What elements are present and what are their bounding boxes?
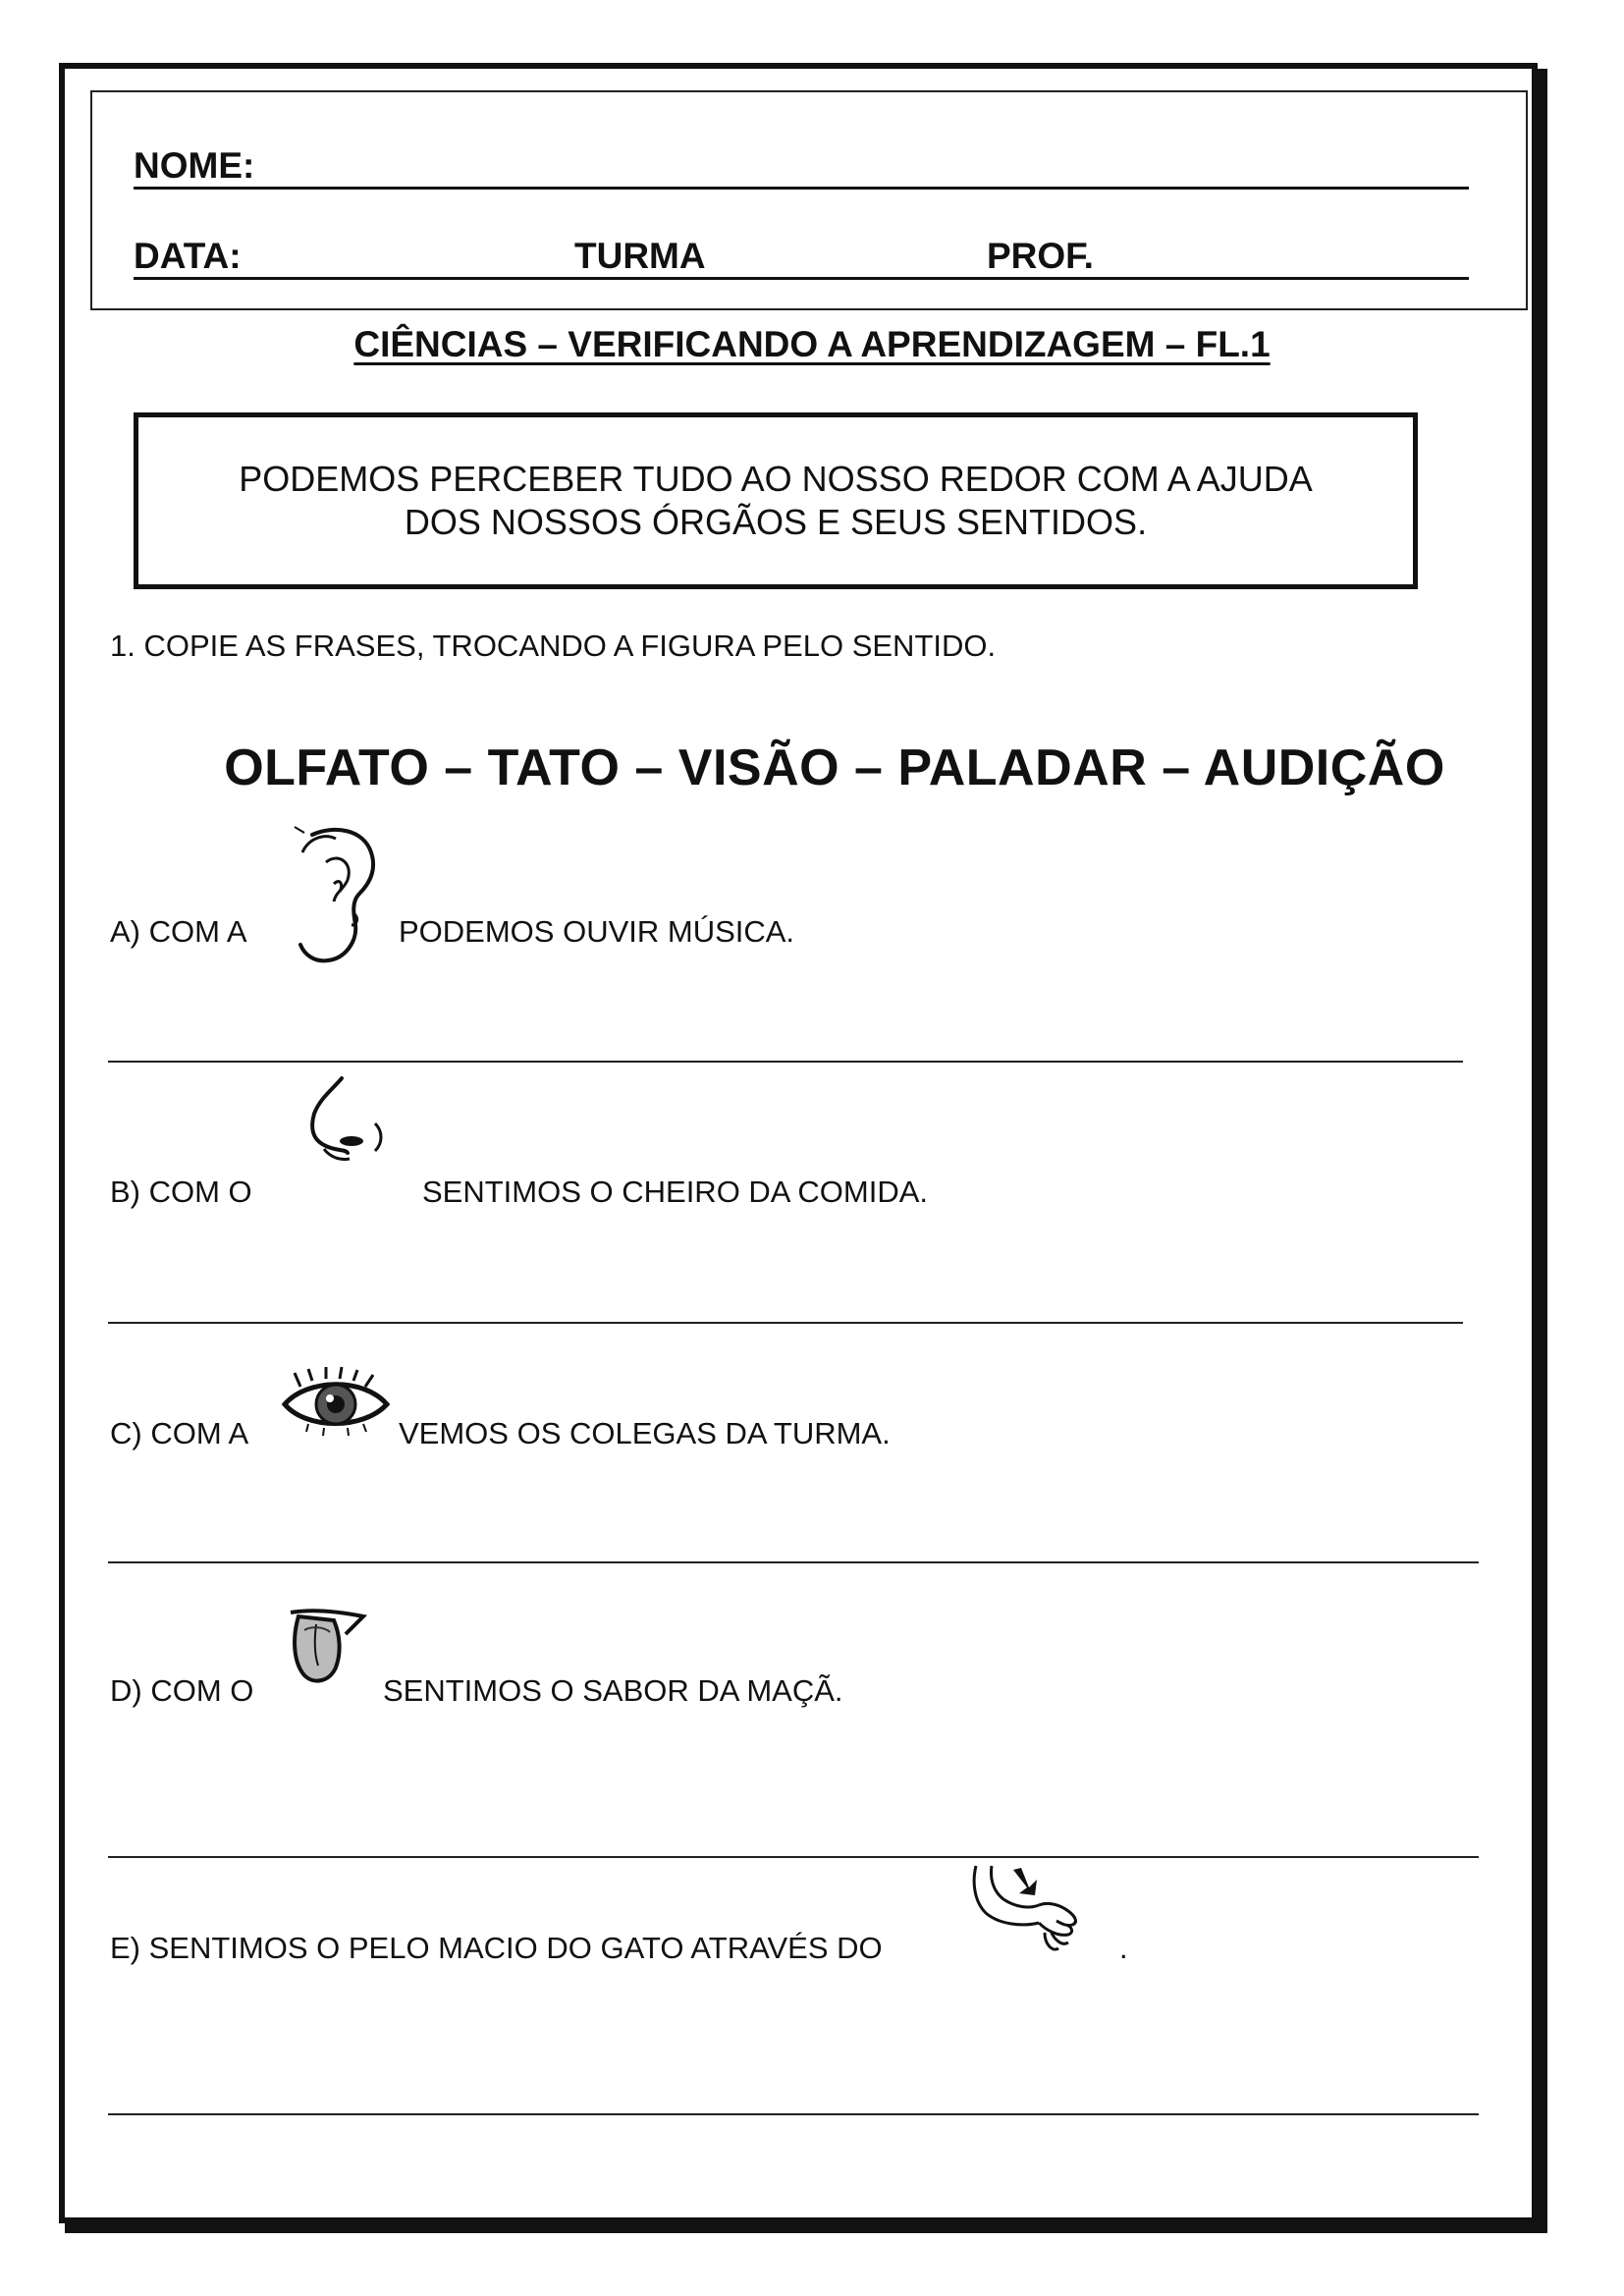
info-box: [134, 412, 1418, 589]
question-a-suffix: PODEMOS OUVIR MÚSICA.: [399, 914, 795, 949]
tongue-icon: [285, 1607, 373, 1689]
name-line[interactable]: [134, 187, 1469, 190]
ear-icon: [285, 823, 393, 970]
page-frame: [59, 63, 1538, 2223]
teacher-label: PROF.: [987, 236, 1094, 276]
answer-line-a[interactable]: [108, 1061, 1463, 1063]
question-a-prefix: A) COM A: [110, 914, 247, 949]
question-b-prefix: B) COM O: [110, 1175, 252, 1209]
page-title: [0, 324, 1624, 365]
info-line-2: DOS NOSSOS ÓRGÃOS E SEUS SENTIDOS.: [404, 502, 1148, 542]
answer-line-b[interactable]: [108, 1322, 1463, 1324]
instruction-text: 1. COPIE AS FRASES, TROCANDO A FIGURA PELO SENTIDO.: [110, 629, 997, 663]
answer-line-c[interactable]: [108, 1561, 1479, 1563]
question-d-prefix: D) COM O: [110, 1673, 254, 1708]
hand-icon: [970, 1862, 1084, 1960]
date-label: DATA:: [134, 236, 242, 276]
answer-line-d[interactable]: [108, 1856, 1479, 1858]
class-label: TURMA: [574, 236, 706, 276]
question-d-suffix: SENTIMOS O SABOR DA MAÇÃ.: [383, 1673, 843, 1708]
senses-word-bank: OLFATO – TATO – VISÃO – PALADAR – AUDIÇÃO: [224, 739, 1445, 796]
name-label: NOME:: [134, 145, 255, 186]
date-class-teacher-line[interactable]: [134, 277, 1469, 280]
question-c-suffix: VEMOS OS COLEGAS DA TURMA.: [399, 1416, 891, 1450]
question-e-suffix: .: [1119, 1931, 1128, 1965]
question-b-suffix: SENTIMOS O CHEIRO DA COMIDA.: [422, 1175, 928, 1209]
question-e-prefix: E) SENTIMOS O PELO MACIO DO GATO ATRAVÉS DO: [110, 1931, 883, 1965]
info-line-1: PODEMOS PERCEBER TUDO AO NOSSO REDOR COM A AJUDA: [239, 459, 1313, 499]
question-c-prefix: C) COM A: [110, 1416, 249, 1450]
page-title-text: CIÊNCIAS – VERIFICANDO A APRENDIZAGEM – FL.1: [353, 324, 1271, 364]
answer-line-e[interactable]: [108, 2113, 1479, 2115]
eye-icon: [279, 1367, 393, 1436]
nose-icon: [291, 1074, 399, 1169]
